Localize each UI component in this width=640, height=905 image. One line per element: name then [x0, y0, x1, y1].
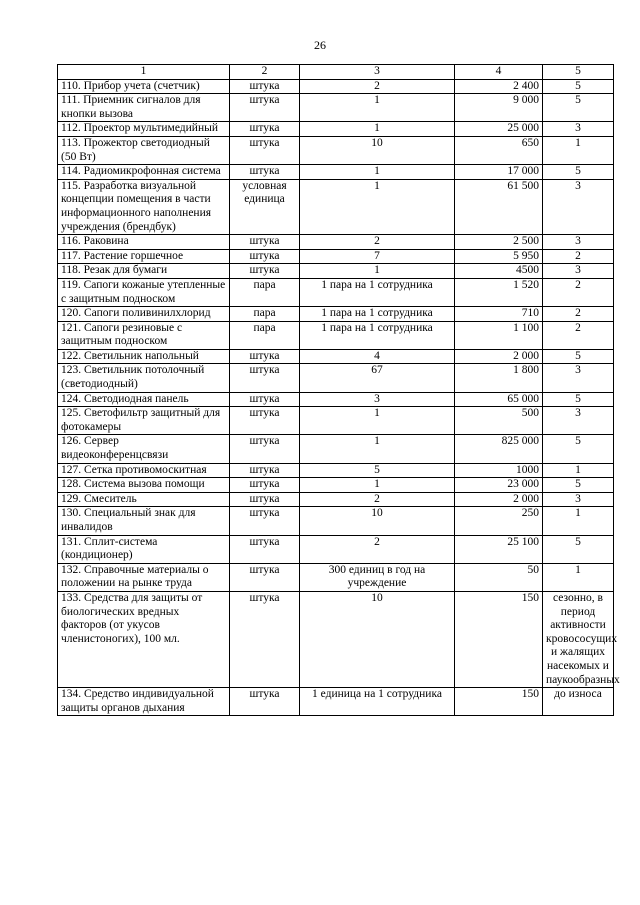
term-cell: 3	[543, 235, 614, 250]
quantity-cell: 1 пара на 1 сотрудника	[300, 307, 455, 322]
unit-cell: штука	[230, 591, 300, 687]
item-name-cell: 127. Сетка противомоскитная	[58, 463, 230, 478]
item-name-cell: 130. Специальный знак для инвалидов	[58, 507, 230, 535]
unit-cell: штука	[230, 264, 300, 279]
price-cell: 2 500	[455, 235, 543, 250]
item-name-cell: 126. Сервер видеоконференцсвязи	[58, 435, 230, 463]
quantity-cell: 1	[300, 407, 455, 435]
unit-cell: штука	[230, 535, 300, 563]
table-row	[58, 165, 614, 180]
item-name-cell: 121. Сапоги резиновые с защитным подноском	[58, 321, 230, 349]
item-name-cell: 112. Проектор мультимедийный	[58, 122, 230, 137]
item-name-cell: 125. Светофильтр защитный для фотокамеры	[58, 407, 230, 435]
unit-cell: пара	[230, 278, 300, 306]
unit-cell: штука	[230, 563, 300, 591]
table-row	[58, 492, 614, 507]
table-row	[58, 136, 614, 164]
term-cell: 3	[543, 122, 614, 137]
item-name-cell: 111. Приемник сигналов для кнопки вызова	[58, 94, 230, 122]
price-cell: 150	[455, 591, 543, 687]
unit-cell: штука	[230, 478, 300, 493]
item-name-cell: 119. Сапоги кожаные утепленные с защитным подноском	[58, 278, 230, 306]
quantity-cell: 1	[300, 94, 455, 122]
term-cell: 2	[543, 249, 614, 264]
price-cell: 9 000	[455, 94, 543, 122]
table-row	[58, 435, 614, 463]
term-cell: 5	[543, 535, 614, 563]
table-row	[58, 463, 614, 478]
term-cell: 1	[543, 563, 614, 591]
unit-cell: штука	[230, 235, 300, 250]
quantity-cell: 1	[300, 179, 455, 234]
unit-cell: пара	[230, 321, 300, 349]
column-header: 5	[543, 65, 614, 80]
price-cell: 1 520	[455, 278, 543, 306]
term-cell: 2	[543, 278, 614, 306]
quantity-cell: 1	[300, 264, 455, 279]
price-cell: 650	[455, 136, 543, 164]
table-row	[58, 563, 614, 591]
unit-cell: штука	[230, 364, 300, 392]
item-name-cell: 128. Система вызова помощи	[58, 478, 230, 493]
price-cell: 2 000	[455, 349, 543, 364]
term-cell: 5	[543, 435, 614, 463]
unit-cell: штука	[230, 249, 300, 264]
price-cell: 17 000	[455, 165, 543, 180]
item-name-cell: 110. Прибор учета (счетчик)	[58, 79, 230, 94]
price-cell: 2 000	[455, 492, 543, 507]
column-header: 4	[455, 65, 543, 80]
page-number: 26	[314, 38, 326, 52]
unit-cell: штука	[230, 688, 300, 716]
unit-cell: штука	[230, 165, 300, 180]
quantity-cell: 1	[300, 478, 455, 493]
quantity-cell: 10	[300, 136, 455, 164]
unit-cell: штука	[230, 392, 300, 407]
table-row	[58, 688, 614, 716]
table-row	[58, 79, 614, 94]
table-row	[58, 249, 614, 264]
column-header: 1	[58, 65, 230, 80]
column-header: 3	[300, 65, 455, 80]
table-row	[58, 235, 614, 250]
unit-cell: штука	[230, 122, 300, 137]
item-name-cell: 133. Средства для защиты от биологических вредных факторов (от укусов членистоногих), 100 мл.	[58, 591, 230, 687]
price-cell: 250	[455, 507, 543, 535]
term-cell: 5	[543, 165, 614, 180]
item-name-cell: 116. Раковина	[58, 235, 230, 250]
quantity-cell: 4	[300, 349, 455, 364]
table-row	[58, 179, 614, 234]
unit-cell: штука	[230, 407, 300, 435]
unit-cell: штука	[230, 349, 300, 364]
term-cell: 2	[543, 321, 614, 349]
table-row	[58, 349, 614, 364]
term-cell: 1	[543, 463, 614, 478]
quantity-cell: 7	[300, 249, 455, 264]
quantity-cell: 2	[300, 235, 455, 250]
price-cell: 1 100	[455, 321, 543, 349]
unit-cell: штука	[230, 463, 300, 478]
header-row	[58, 65, 614, 80]
table-body	[58, 79, 620, 716]
unit-cell: штука	[230, 94, 300, 122]
quantity-cell: 2	[300, 79, 455, 94]
item-name-cell: 120. Сапоги поливинилхлорид	[58, 307, 230, 322]
quantity-cell: 1	[300, 435, 455, 463]
term-cell: 3	[543, 492, 614, 507]
term-cell: 3	[543, 364, 614, 392]
price-cell: 710	[455, 307, 543, 322]
table-row	[58, 264, 614, 279]
price-cell: 500	[455, 407, 543, 435]
table-row	[58, 278, 614, 306]
item-name-cell: 124. Светодиодная панель	[58, 392, 230, 407]
item-name-cell: 118. Резак для бумаги	[58, 264, 230, 279]
price-cell: 825 000	[455, 435, 543, 463]
price-cell: 150	[455, 688, 543, 716]
term-cell: 5	[543, 79, 614, 94]
item-name-cell: 134. Средство индивидуальной защиты органов дыхания	[58, 688, 230, 716]
quantity-cell: 5	[300, 463, 455, 478]
quantity-cell: 1	[300, 122, 455, 137]
table-row	[58, 122, 614, 137]
price-cell: 2 400	[455, 79, 543, 94]
unit-cell: штука	[230, 435, 300, 463]
term-cell: 5	[543, 94, 614, 122]
term-cell: 5	[543, 392, 614, 407]
quantity-cell: 3	[300, 392, 455, 407]
item-name-cell: 115. Разработка визуальной концепции помещения в части информационного наполнения учреждения (брендбук)	[58, 179, 230, 234]
price-cell: 5 950	[455, 249, 543, 264]
price-cell: 23 000	[455, 478, 543, 493]
term-cell: 5	[543, 478, 614, 493]
unit-cell: условная единица	[230, 179, 300, 234]
price-cell: 1000	[455, 463, 543, 478]
unit-cell: штука	[230, 507, 300, 535]
price-cell: 61 500	[455, 179, 543, 234]
item-name-cell: 122. Светильник напольный	[58, 349, 230, 364]
quantity-cell: 2	[300, 535, 455, 563]
item-name-cell: 132. Справочные материалы о положении на рынке труда	[58, 563, 230, 591]
table-header	[58, 65, 614, 80]
price-cell: 25 000	[455, 122, 543, 137]
table-row	[58, 307, 614, 322]
term-cell: 1	[543, 507, 614, 535]
item-name-cell: 129. Смеситель	[58, 492, 230, 507]
term-cell: 3	[543, 264, 614, 279]
term-cell: 3	[543, 179, 614, 234]
table-row	[58, 392, 614, 407]
quantity-cell: 2	[300, 492, 455, 507]
term-cell: 5	[543, 349, 614, 364]
norms-table	[57, 64, 620, 716]
item-name-cell: 117. Растение горшечное	[58, 249, 230, 264]
quantity-cell: 10	[300, 591, 455, 687]
quantity-cell: 300 единиц в год на учреждение	[300, 563, 455, 591]
unit-cell: пара	[230, 307, 300, 322]
price-cell: 25 100	[455, 535, 543, 563]
table-row	[58, 478, 614, 493]
quantity-cell: 1	[300, 165, 455, 180]
item-name-cell: 114. Радиомикрофонная система	[58, 165, 230, 180]
column-header: 2	[230, 65, 300, 80]
table-row	[58, 535, 614, 563]
price-cell: 4500	[455, 264, 543, 279]
unit-cell: штука	[230, 136, 300, 164]
table-row	[58, 407, 614, 435]
term-cell: до износа	[543, 688, 614, 716]
term-cell: 1	[543, 136, 614, 164]
table-row	[58, 591, 614, 687]
table-row	[58, 507, 614, 535]
unit-cell: штука	[230, 79, 300, 94]
quantity-cell: 1 пара на 1 сотрудника	[300, 278, 455, 306]
unit-cell: штука	[230, 492, 300, 507]
item-name-cell: 123. Светильник потолочный (светодиодный)	[58, 364, 230, 392]
quantity-cell: 1 единица на 1 сотрудника	[300, 688, 455, 716]
price-cell: 50	[455, 563, 543, 591]
table-row	[58, 364, 614, 392]
table-row	[58, 321, 614, 349]
item-name-cell: 131. Сплит-система (кондиционер)	[58, 535, 230, 563]
item-name-cell: 113. Прожектор светодиодный (50 Вт)	[58, 136, 230, 164]
quantity-cell: 10	[300, 507, 455, 535]
term-cell: 3	[543, 407, 614, 435]
table-row	[58, 94, 614, 122]
term-cell: сезонно, в период активности кровососущих и жалящих насекомых и паукообразных	[543, 591, 614, 687]
quantity-cell: 67	[300, 364, 455, 392]
term-cell: 2	[543, 307, 614, 322]
price-cell: 1 800	[455, 364, 543, 392]
quantity-cell: 1 пара на 1 сотрудника	[300, 321, 455, 349]
price-cell: 65 000	[455, 392, 543, 407]
